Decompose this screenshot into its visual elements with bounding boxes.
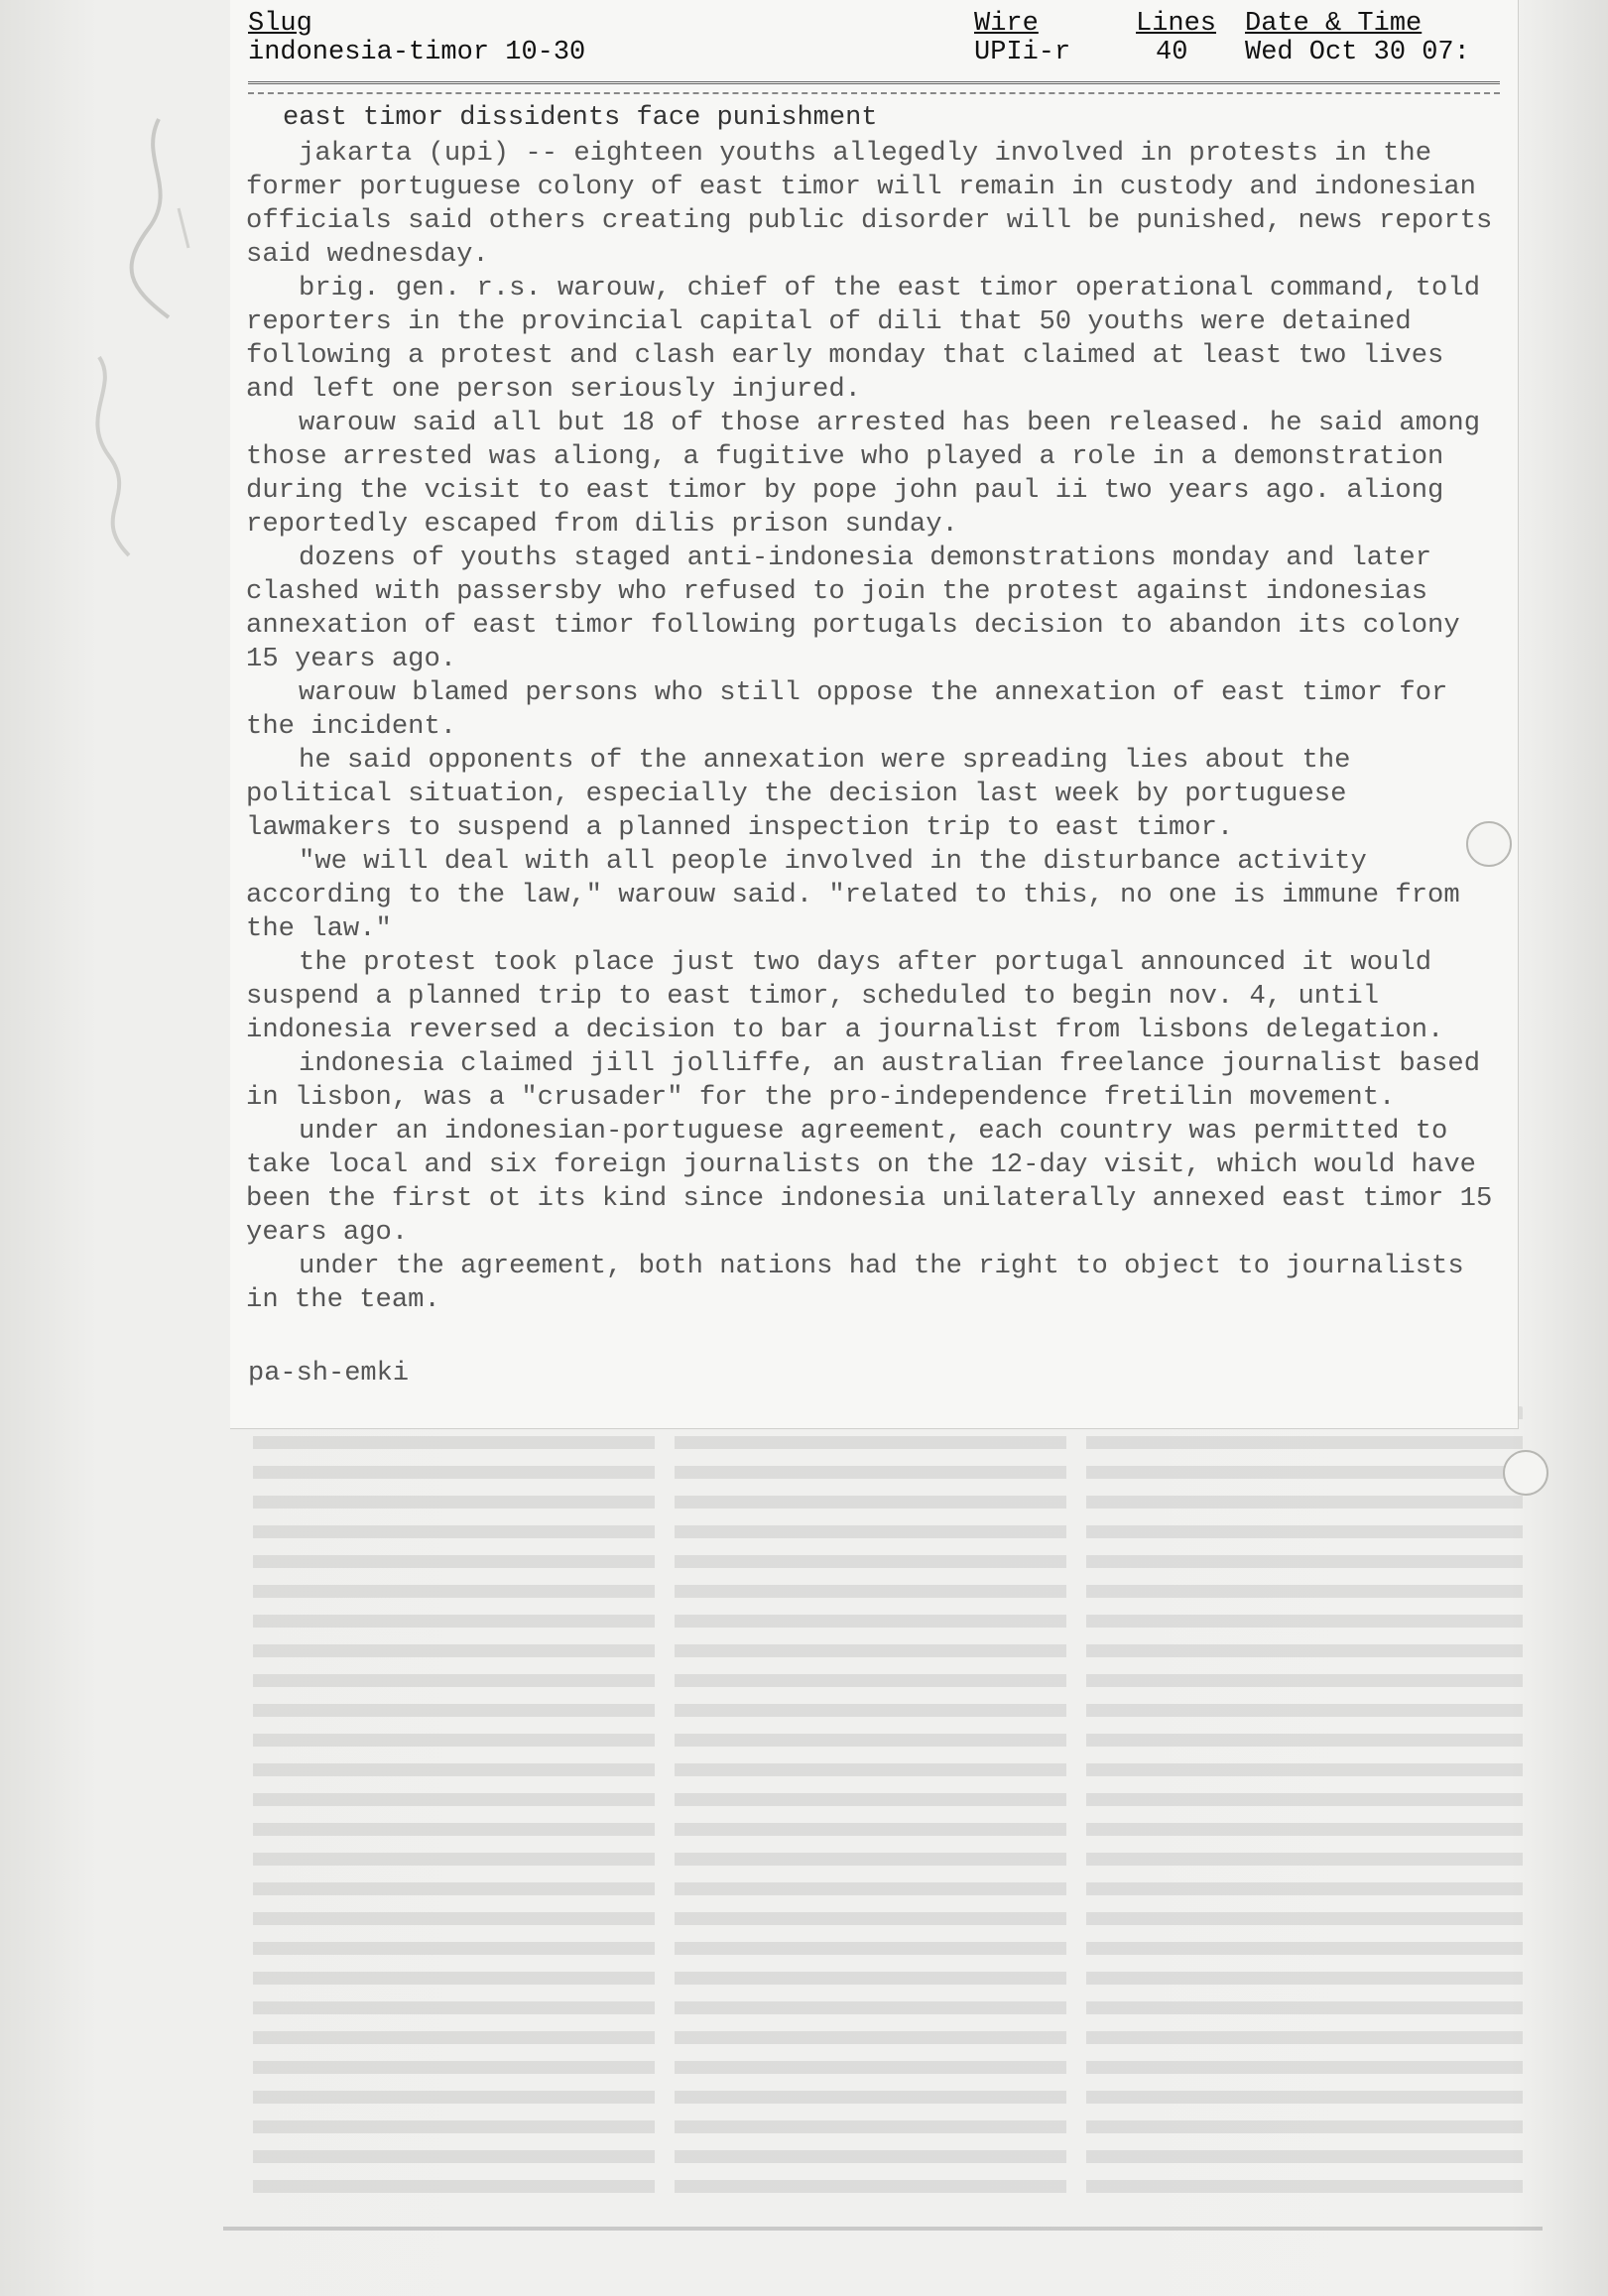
punch-hole bbox=[1466, 821, 1512, 867]
lines-label: Lines bbox=[1136, 9, 1217, 39]
slug-value: indonesia-timor 10-30 bbox=[248, 38, 586, 67]
handwritten-margin-note bbox=[40, 60, 198, 615]
background-newsprint-rule bbox=[223, 2227, 1543, 2231]
lines-field bbox=[1136, 10, 1216, 67]
wire-value: UPIi-r bbox=[974, 38, 1071, 67]
story-signoff: pa-sh-emki bbox=[248, 1359, 410, 1389]
wire-header bbox=[248, 10, 1508, 69]
story-paragraph: under an indonesian-portuguese agreement, each country was permitted to take local and six foreign journalists on the 12-day visit, which would have been the first ot its kind since indonesia unilaterally annexed east timor 15 years ago. bbox=[246, 1116, 1509, 1248]
date-time-field bbox=[1245, 10, 1470, 67]
story-headline: east timor dissidents face punishment bbox=[283, 103, 878, 133]
date-time-label: Date & Time bbox=[1245, 9, 1422, 39]
story-paragraph: under the agreement, both nations had the right to object to journalists in the team. bbox=[246, 1251, 1481, 1315]
story-paragraph: "we will deal with all people involved in the disturbance activity according to the law," warouw said. "related to this, no one is immune from the law." bbox=[246, 846, 1476, 944]
slug-field bbox=[248, 10, 585, 67]
slug-label: Slug bbox=[248, 9, 312, 39]
wire-label: Wire bbox=[974, 9, 1039, 39]
date-time-value: Wed Oct 30 07: bbox=[1245, 38, 1470, 67]
wire-field bbox=[974, 10, 1070, 67]
background-newsprint-column bbox=[1086, 1406, 1523, 2200]
story-paragraph: he said opponents of the annexation were spreading lies about the political situation, especially the decision last week by portuguese lawmakers to suspend a planned inspection trip to east timor. bbox=[246, 745, 1367, 843]
story-paragraph: dozens of youths staged anti-indonesia demonstrations monday and later clashed with passersby who refused to join the protest against indonesias annexation of east timor following portugals decision to abandon its colony 15 years ago. bbox=[246, 543, 1476, 674]
story-paragraph: brig. gen. r.s. warouw, chief of the east timor operational command, told reporters in the provincial capital of dili that 50 youths were detained following a protest and clash early monday that claimed at least two lives and left one person seriously injured. bbox=[246, 273, 1497, 405]
story-paragraph: warouw blamed persons who still oppose the annexation of east timor for the incident. bbox=[246, 677, 1464, 742]
story-paragraph: the protest took place just two days after portugal announced it would suspend a planned trip to east timor, scheduled to begin nov. 4, until indonesia reversed a decision to bar a journalist from lisbons delegation. bbox=[246, 947, 1448, 1045]
story-paragraph: jakarta (upi) -- eighteen youths allegedly involved in protests in the former portuguese colony of east timor will remain in custody and indonesian officials said others creating public disorder will be punished, news reports said wednesday. bbox=[246, 138, 1509, 270]
header-divider bbox=[248, 81, 1500, 94]
story-body bbox=[246, 137, 1508, 1317]
story-paragraph: indonesia claimed jill jolliffe, an australian freelance journalist based in lisbon, was a "crusader" for the pro-independence fretilin movement. bbox=[246, 1048, 1497, 1113]
story-paragraph: warouw said all but 18 of those arrested has been released. he said among those arrested was aliong, a fugitive who played a role in a demonstration during the vcisit to east timor by pope john paul ii two years ago. aliong reportedly escaped from dilis prison sunday. bbox=[246, 408, 1497, 540]
punch-hole bbox=[1503, 1450, 1548, 1496]
background-newsprint-column bbox=[253, 1406, 655, 2200]
lines-value: 40 bbox=[1156, 38, 1188, 67]
background-newsprint-column bbox=[675, 1406, 1066, 2200]
